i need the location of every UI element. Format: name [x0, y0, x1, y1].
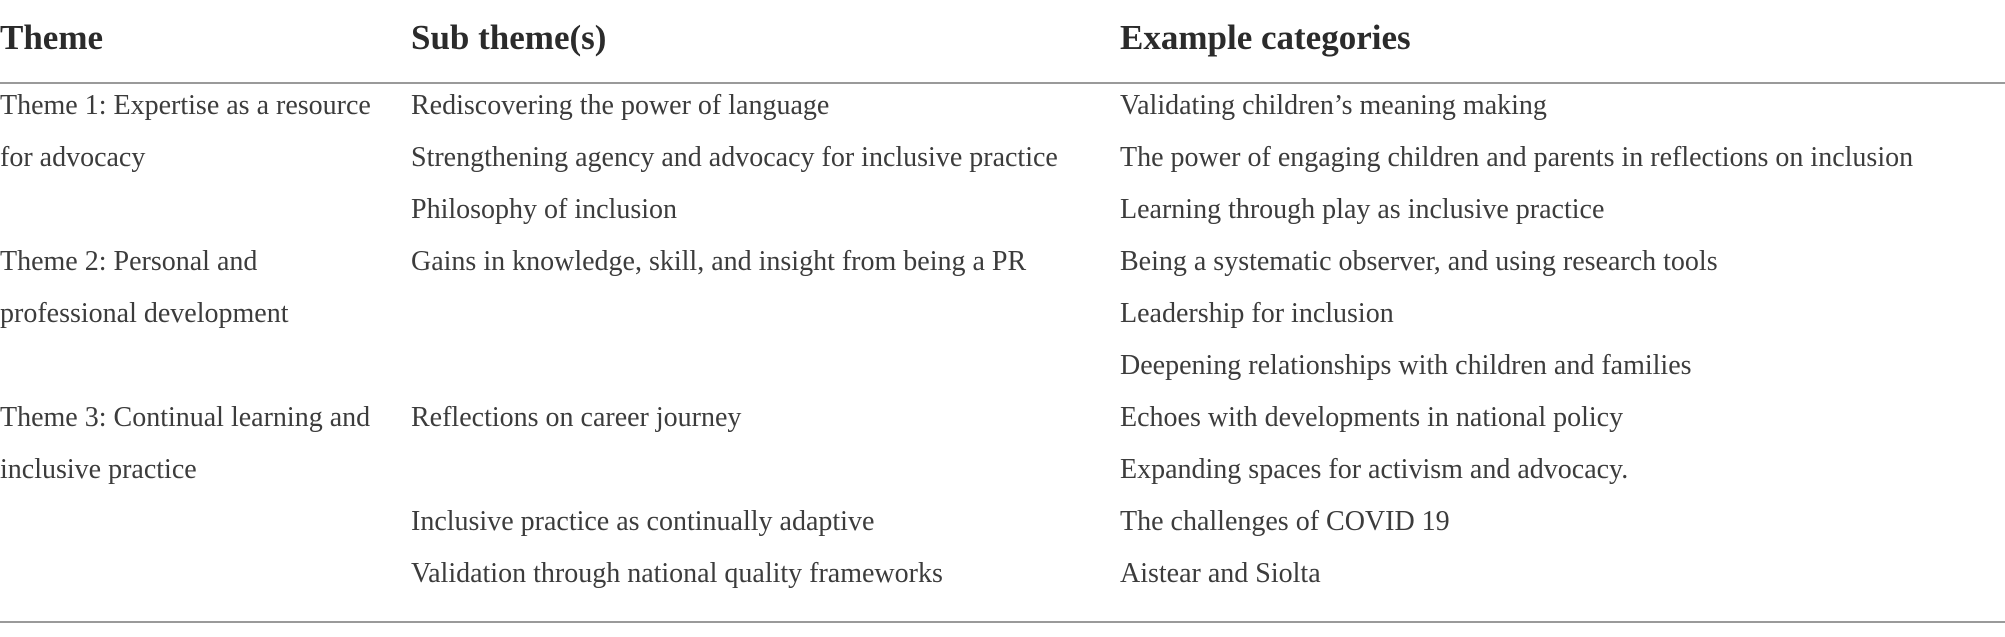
sub-theme-cell: Inclusive practice as continually adaptive: [411, 506, 875, 537]
theme-cell-line: for advocacy: [0, 142, 146, 173]
header-theme: Theme: [0, 18, 104, 57]
sub-theme-cell: Rediscovering the power of language: [411, 90, 830, 121]
category-cell: Aistear and Siolta: [1120, 558, 1321, 589]
category-cell: Being a systematic observer, and using research tools: [1120, 246, 1718, 277]
theme-cell-line: professional development: [0, 298, 289, 329]
header-example-categories: Example categories: [1120, 18, 1411, 57]
category-cell: Echoes with developments in national policy: [1120, 402, 1624, 433]
table-header-row: [0, 0, 2005, 82]
theme-cell-line: Theme 3: Continual learning and: [0, 402, 371, 433]
sub-theme-cell: Strengthening agency and advocacy for inclusive practice: [411, 142, 1058, 173]
sub-theme-cell: Reflections on career journey: [411, 402, 742, 433]
sub-theme-cell: Philosophy of inclusion: [411, 194, 678, 225]
sub-theme-cell: Validation through national quality frameworks: [411, 558, 943, 589]
sub-theme-cell: Gains in knowledge, skill, and insight from being a PR: [411, 246, 1027, 277]
category-cell: The challenges of COVID 19: [1120, 506, 1450, 537]
category-cell: The power of engaging children and parents in reflections on inclusion: [1120, 142, 1914, 173]
category-cell: Learning through play as inclusive practice: [1120, 194, 1605, 225]
category-cell: Expanding spaces for activism and advocacy.: [1120, 454, 1629, 485]
category-cell: Leadership for inclusion: [1120, 298, 1394, 329]
header-sub-theme: Sub theme(s): [411, 18, 607, 57]
theme-cell-line: Theme 2: Personal and: [0, 246, 258, 277]
theme-cell-line: Theme 1: Expertise as a resource: [0, 90, 371, 121]
category-cell: Deepening relationships with children and families: [1120, 350, 1692, 381]
category-cell: Validating children’s meaning making: [1120, 90, 1547, 121]
theme-cell-line: inclusive practice: [0, 454, 197, 485]
table-bottom-rule: [0, 621, 2005, 623]
